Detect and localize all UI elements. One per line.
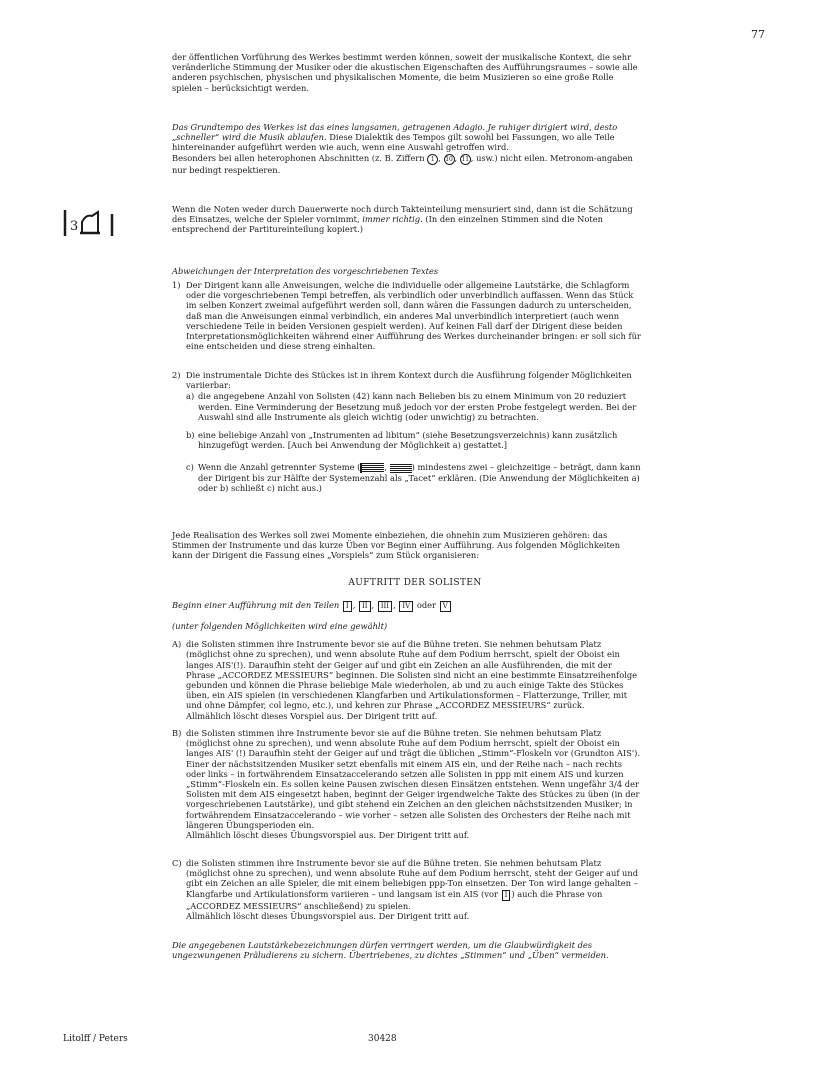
option-c (172, 858, 642, 921)
sub-item-a (186, 391, 642, 422)
item-number: 2) (172, 370, 181, 380)
plate-number: 30428 (368, 1034, 397, 1044)
deviation-heading: Abweichungen der Interpretation des vorgeschriebenen Textes (172, 266, 439, 276)
tempo-line2b: , usw.) nicht eilen. Metronom-angaben nur bedingt respektieren. (172, 152, 633, 175)
notes-text-a: Wenn die Noten weder durch Dauerwerte noch durch Takteinteilung mensuriert sind, dann ist die Schätzung des Einsatzes, welche der Spieler vornimmt, (172, 204, 633, 225)
triplet-label: 3 (70, 219, 79, 234)
boxed-number: I (502, 890, 511, 901)
option-c-text: die Solisten stimmen ihre Instrumente bevor sie auf die Bühne treten. Sie nehmen behutsam Platz (möglichst ohne zu sprechen), und wenn absolute Ruhe auf dem Podium herrscht, steht der Geiger auf und gibt ein Zeichen an alle Spieler, die mit einem beliebigen ppp-Ton einsetzen. Der Ton wird lange gehalten – Klangfarbe und Artikulationsform variieren – und langsam ist ein AIS (vor (186, 858, 639, 899)
sub-item-b (186, 430, 642, 450)
circled-number-1: 1 (427, 154, 438, 165)
option-b-section (172, 728, 642, 840)
circled-number-11: 11 (461, 155, 470, 163)
sub-text: die angegebene Anzahl von Solisten (42) kann nach Belieben bis zu einem Minimum von 20 reduziert werden. Eine Verminderung der Besetzung muß jedoch vor der ersten Probe festgelegt werden. Bei der Auswahl sind alle Instrumente als gleich wichtig (oder unwichtig) zu betrachten. (198, 391, 637, 422)
publisher-footer: Litolff / Peters (63, 1034, 128, 1044)
option-c-section (172, 858, 642, 921)
density-list (172, 370, 642, 493)
sub-number: c) (186, 462, 194, 473)
realisation-text: Jede Realisation des Werkes soll zwei Momente einbeziehen, die ohnehin zum Musizieren gehören: das Stimmen der Instrumente und das kurze Üben vor Beginn einer Aufführung. Aus folgenden Möglichkeiten kann der Dirigent die Fassung eines „Vorspiels“ zum Stück organisieren: (172, 530, 621, 561)
option-text (186, 639, 642, 721)
soloists-intro: Beginn einer Aufführung mit den Teilen I , II , III , IV oder V (172, 600, 642, 612)
option-c-end: Allmählich löscht dieses Übungsvorspiel aus. Der Dirigent tritt auf. (186, 910, 470, 921)
circled-number-10: 10 (445, 155, 453, 163)
bracket-triplet-symbol (62, 206, 122, 240)
option-text (186, 858, 642, 921)
tempo-paragraph (172, 122, 642, 175)
item-number: 1) (172, 280, 181, 290)
boxed-number: V (440, 601, 451, 612)
closing-note: Die angegebenen Lautstärkebezeichnungen dürfen verringert werden, um die Glaubwürdigkeit des ungezwungenen Präludierens zu sichern. Übertriebenes, zu dichtes „Stimmen“ und „Üben“ vermeiden. (172, 940, 609, 961)
item-text: Der Dirigent kann alle Anweisungen, welche die individuelle oder allgemeine Lautstärke, die Schlagform oder die vorgeschriebenen Tempi betreffen, als verbindlich oder unverbindlich auffassen. Wenn das Stück im selben Konzert zweimal aufgeführt werden soll, dann wären die Fassungen dadurch zu unterscheiden, daß man die Anweisungen einmal verbindlich, ein anderes Mal unverbindlich interpretiert (auch wenn verschiedene Teile in beiden Versionen gespielt werden). Auf keinen Fall darf der Dirigent diese beiden Interpretationsmöglichkeiten während einer Aufführung des Werkes durcheinander bringen: er soll sich für eine entscheiden und diese streng einhalten. (186, 280, 641, 352)
soloists-intro-a: Beginn einer Aufführung mit den Teilen (172, 600, 340, 611)
sub-number: a) (186, 391, 195, 402)
option-c-text-b: ) auch die Phrase von „ACCORDEZ MESSIEURS“ anschließend) zu spielen. (186, 888, 603, 911)
boxed-number: III (378, 601, 392, 612)
tempo-italic: Das Grundtempo des Werkes ist das eines langsamen, getragenen Adagio. Je ruhiger dirigiert wird, desto „schneller“ wird die Musik ablaufen. (172, 122, 618, 143)
sub-number: b) (186, 430, 195, 441)
deviation-list (172, 280, 642, 351)
tempo-line2a: Besonders bei allen heterophonen Abschnitten (z. B. Ziffern (172, 152, 425, 163)
intro-paragraph (172, 52, 642, 93)
realisation-paragraph (172, 530, 642, 561)
oder-text: oder (416, 600, 437, 611)
soloists-heading: AUFTRITT DER SOLISTEN (348, 578, 482, 588)
notes-text (172, 204, 642, 235)
option-b-end: Allmählich löscht dieses Übungsvorspiel aus. Der Dirigent tritt auf. (186, 830, 470, 841)
intro-text: der öffentlichen Vorführung des Werkes bestimmt werden können, soweit der musikalische Kontext, die sehr veränderliche Stimmung der Musiker oder die akustischen Eigenschaften des Aufführungsraumes – sowie alle anderen psychischen, physischen und physikalischen Momente, die beim Musizieren so eine große Rolle spielen – berücksichtigt werden. (172, 52, 638, 93)
sub-text-b: ) mindestens zwei – gleichzeitige – beträgt, dann kann der Dirigent bis zur Hälfte der Systemenzahl als „Tacet“ erklären. (Die Anwendung der Möglichkeiten a) oder b) schließt c) nicht aus.) (198, 462, 641, 494)
sub-text-a: Wenn die Anzahl getrennter Systeme ( (198, 462, 361, 473)
boxed-number: IV (399, 601, 413, 612)
option-number: A) (172, 639, 182, 650)
system-staff-icon (390, 463, 412, 473)
notes-text-b: (In den einzelnen Stimmen sind die Noten entsprechend der Partitureinteilung kopiert.) (172, 214, 604, 235)
list-item-2 (172, 370, 642, 390)
tempo-rest: Diese Dialektik des Tempos gilt sowohl bei Fassungen, wo alle Teile hintereinander aufgeführt werden wie auch, wenn eine Auswahl getroffen wird. (172, 132, 615, 153)
option-b (172, 728, 642, 840)
notes-text-italic: immer richtig. (359, 214, 423, 225)
item-text: Die instrumentale Dichte des Stückes ist in ihrem Kontext durch die Ausführung folgender Möglichkeiten variierbar: (186, 370, 632, 391)
option-a (172, 639, 642, 721)
option-a-text: die Solisten stimmen ihre Instrumente bevor sie auf die Bühne treten. Sie nehmen behutsam Platz (möglichst ohne zu sprechen), und wenn absolute Ruhe auf dem Podium herrscht, spielt der Oboist ein langes AIS'(!). Daraufhin steht der Geiger auf und gibt ein Zeichen an alle Ausführenden, die mit der Phrase „ACCORDEZ MESSIEURS“ beginnen. Die Solisten sind nicht an eine bestimmte Einsatzreihenfolge gebunden und können die Phrase beliebige Male wiederholen, ab und zu auch einige Takte des Stückes üben, ein AIS spielen (in verschiedenen Klangfarben und Artikulationsformen – Flatterzunge, Triller, mit und ohne Dämpfer, col legno, etc.), und kehren zur Phrase „ACCORDEZ MESSIEURS“ zurück. (186, 639, 638, 711)
option-number: C) (172, 858, 182, 868)
tempo-text (172, 122, 642, 153)
page-number: 77 (751, 28, 765, 41)
system-staff-icon (360, 463, 384, 473)
soloists-section (172, 592, 642, 721)
boxed-number: II (359, 601, 371, 612)
option-a-end: Allmählich löscht dieses Vorspiel aus. Der Dirigent tritt auf. (186, 710, 438, 721)
option-number: B) (172, 728, 182, 738)
boxed-number: I (343, 601, 352, 612)
sub-text: eine beliebige Anzahl von „Instrumenten ad libitum“ (siehe Besetzungsverzeichnis) kann zusätzlich hinzugefügt werden. [Auch bei Anwendung der Möglichkeit a) gestattet.] (198, 430, 618, 451)
option-b-text: die Solisten stimmen ihre Instrumente bevor sie auf die Bühne treten. Sie nehmen behutsam Platz (möglichst ohne zu sprechen), und wenn absolute Ruhe auf dem Podium herrscht, spielt der Oboist ein langes AIS' (!) Daraufhin steht der Geiger auf und trägt die üblichen „Stimm“-Floskeln vor (Grundton AIS'). Einer der nächstsitzenden Musiker setzt ebenfalls mit einem AIS ein, und der Reihe nach – nach rechts oder links – in fortwährendem Einsatzaccelerando setzen alle Solisten in ppp mit einem AIS und kurzen „Stimm“-Floskeln ein. Es sollen keine Pausen zwischen diesen Einsätzen entstehen. Wenn ungefähr 3/4 der Solisten mit dem AIS eingesetzt haben, beginnt der Geiger irgendwelche Takte des Stückes zu üben (in der vorgeschriebenen Lautstärke), und gibt stehend ein Zeichen an den gleichen nächstsitzenden Musiker; in fortwährendem Einsatzaccelerando – wie vorher – setzen alle Solisten des Orchesters der Reihe nach mit längeren Übungsperioden ein. (186, 728, 640, 830)
option-text (186, 728, 642, 840)
list-item-1 (172, 280, 642, 351)
soloists-intro-b: (unter folgenden Möglichkeiten wird eine gewählt) (172, 620, 388, 631)
sub-item-c (186, 462, 642, 493)
notes-paragraph (172, 204, 642, 235)
sub-text: Wenn die Anzahl getrennter Systeme ( , ) mindestens zwei – gleichzeitige – beträgt, dann kann der Dirigent bis zur Hälfte der Systemenzahl als „Tacet“ erklären. (Die Anwendung der Möglichkeiten a) oder b) schließt c) nicht aus.) (198, 462, 641, 494)
tempo-line2: Besonders bei allen heterophonen Abschnitten (z. B. Ziffern 1 , 10 , 11 , usw.) nicht eilen. Metronom-angaben nur bedingt respektieren. (172, 152, 633, 175)
